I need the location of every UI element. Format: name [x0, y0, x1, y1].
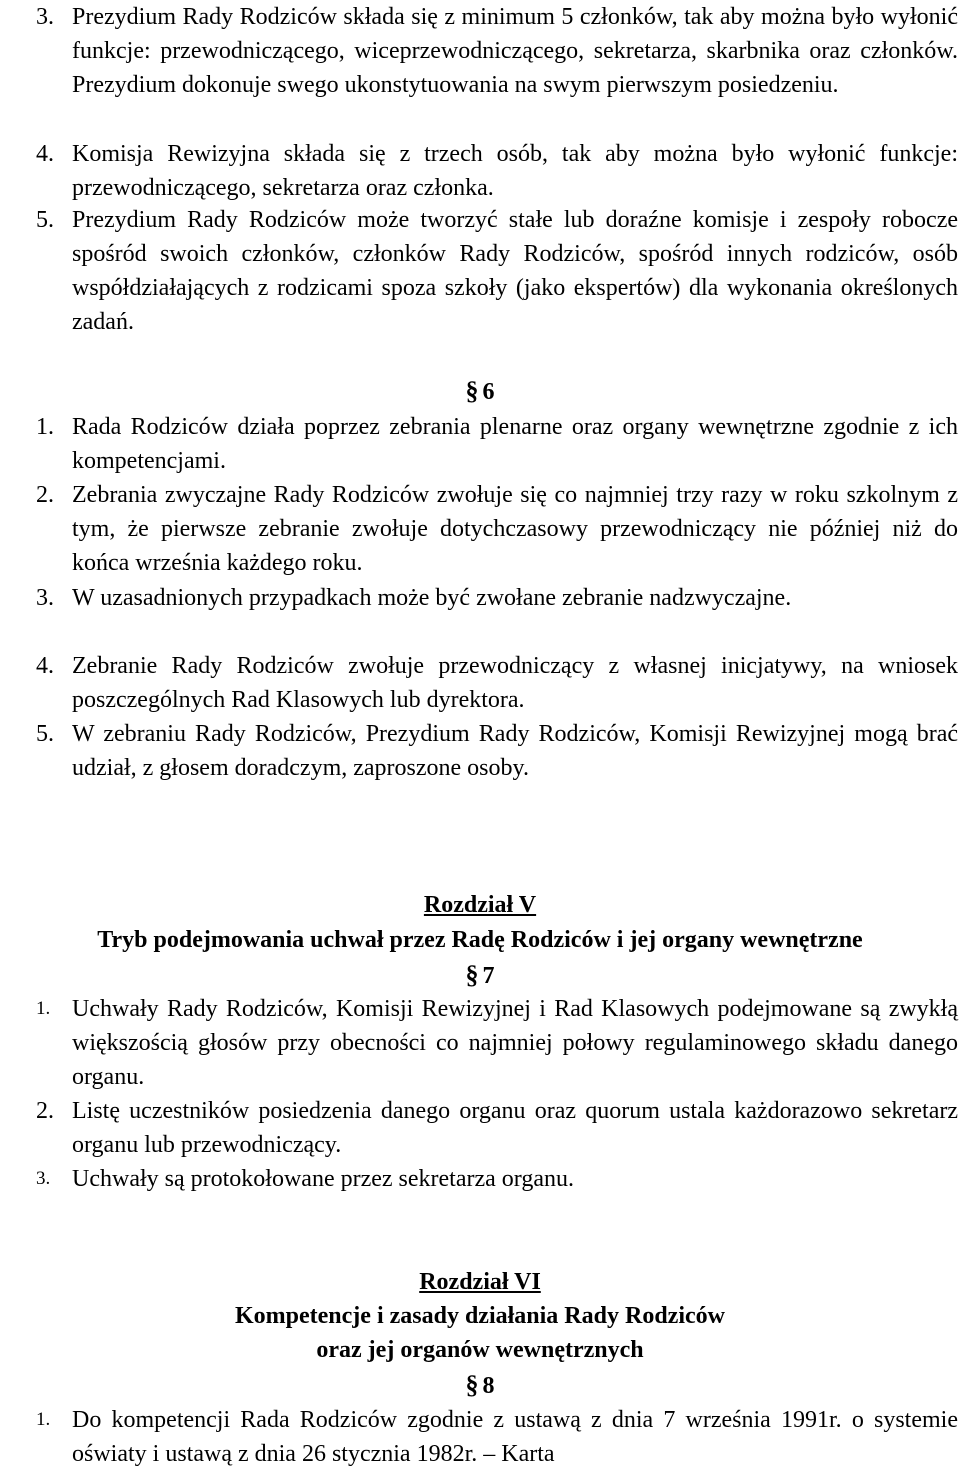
chapter-subtitle-line1: Kompetencje i zasady działania Rady Rodziców — [235, 1303, 725, 1329]
item-text: Rada Rodziców działa poprzez zebrania plenarne oraz organy wewnętrzne zgodnie z ich kompetencjami. — [72, 414, 958, 474]
list-item — [36, 0, 960, 102]
item-number: 3. — [36, 1168, 51, 1189]
item-text: Listę uczestników posiedzenia danego organu oraz quorum ustala każdorazowo sekretarz organu lub przewodniczący. — [72, 1098, 958, 1158]
list-item — [36, 478, 960, 580]
item-text: Do kompetencji Rada Rodziców zgodnie z ustawą z dnia 7 września 1991r. o systemie oświaty i ustawą z dnia 26 stycznia 1982r. – Karta — [72, 1407, 958, 1467]
paragraph-number: 7 — [482, 963, 495, 989]
list-item — [36, 1094, 960, 1162]
list-item — [36, 581, 960, 615]
section-sign: § — [465, 376, 479, 405]
chapter-title: Rozdział VI — [419, 1269, 541, 1295]
paragraph-number: 8 — [482, 1373, 495, 1399]
item-text: Zebrania zwyczajne Rady Rodziców zwołuje się co najmniej trzy razy w roku szkolnym z tym, że pierwsze zebranie zwołuje dotychczasowy przewodniczący nie później niż do końca września każdego roku. — [72, 482, 958, 576]
item-text: Prezydium Rady Rodziców składa się z minimum 5 członków, tak aby można było wyłonić funkcje: przewodniczącego, wiceprzewodniczącego, sekretarza, skarbnika oraz członków. Prezydium dokonuje swego ukonstytuowania na swym pierwszym posiedzeniu. — [72, 4, 958, 98]
item-number: 2. — [36, 1098, 54, 1124]
item-text: Komisja Rewizyjna składa się z trzech osób, tak aby można było wyłonić funkcje: przewodniczącego, sekretarza oraz członka. — [72, 141, 958, 201]
chapter-subtitle-line2: oraz jej organów wewnętrznych — [316, 1337, 644, 1363]
list-item — [36, 410, 960, 478]
item-text: W zebraniu Rady Rodziców, Prezydium Rady Rodziców, Komisji Rewizyjnej mogą brać udział, z głosem doradczym, zaproszone osoby. — [72, 721, 958, 781]
paragraph-number: 6 — [482, 379, 495, 405]
list-item — [36, 137, 960, 205]
paragraph-heading — [0, 958, 960, 993]
item-number: 1. — [36, 414, 54, 440]
item-number: 3. — [36, 585, 54, 611]
paragraph-heading — [0, 374, 960, 409]
item-text: Uchwały Rady Rodziców, Komisji Rewizyjnej i Rad Klasowych podejmowane są zwykłą większością głosów przy obecności co najmniej połowy regulaminowego składu danego organu. — [72, 996, 958, 1090]
item-text: Prezydium Rady Rodziców może tworzyć stałe lub doraźne komisje i zespoły robocze spośród swoich członków, członków Rady Rodziców, spośród innych rodziców, osób współdziałających z rodzicami spoza szkoły (jako ekspertów) dla wykonania określonych zadań. — [72, 207, 958, 335]
list-item — [36, 203, 960, 339]
list-item — [36, 649, 960, 717]
section-sign: § — [465, 1370, 479, 1399]
section-sign: § — [465, 960, 479, 989]
item-number: 1. — [36, 1409, 51, 1430]
item-text: Uchwały są protokołowane przez sekretarza organu. — [72, 1166, 575, 1192]
list-item — [36, 1403, 960, 1471]
item-number: 4. — [36, 653, 54, 679]
chapter-subtitle: Tryb podejmowania uchwał przez Radę Rodziców i jej organy wewnętrzne — [97, 927, 863, 953]
item-number: 5. — [36, 721, 54, 747]
item-number: 2. — [36, 482, 54, 508]
item-number: 4. — [36, 141, 54, 167]
item-number: 1. — [36, 998, 51, 1019]
item-text: W uzasadnionych przypadkach może być zwołane zebranie nadzwyczajne. — [72, 585, 792, 611]
item-number: 5. — [36, 207, 54, 233]
chapter-title: Rozdział V — [423, 892, 537, 918]
item-text: Zebranie Rady Rodziców zwołuje przewodniczący z własnej inicjatywy, na wniosek poszczególnych Rad Klasowych lub dyrektora. — [72, 653, 958, 713]
paragraph-heading — [0, 1368, 960, 1403]
list-item — [36, 1162, 960, 1196]
list-item — [36, 717, 960, 785]
list-item — [36, 992, 960, 1094]
item-number: 3. — [36, 4, 54, 30]
